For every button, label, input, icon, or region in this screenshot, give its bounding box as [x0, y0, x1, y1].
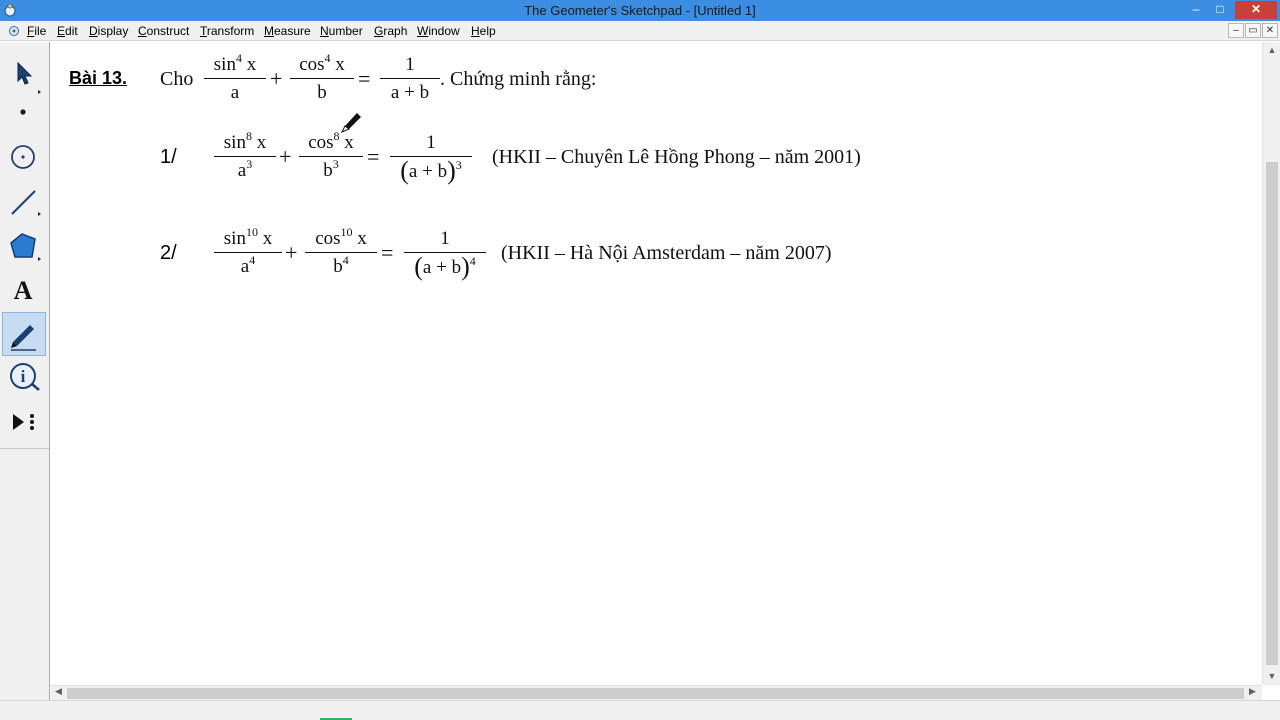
menu-help[interactable] [471, 24, 496, 38]
p2-t2-den-exp: 4 [342, 253, 349, 267]
given-plus: + [270, 66, 283, 91]
p1-t2-exp: 8 [333, 129, 340, 143]
p2-t2-var: x [352, 228, 367, 249]
maximize-button[interactable]: □ [1216, 2, 1224, 16]
menu-edit[interactable] [57, 24, 78, 38]
mdi-restore-button[interactable]: ▭ [1245, 23, 1261, 38]
menu-mnemonic: F [27, 24, 35, 38]
given-equals: = [358, 66, 371, 91]
arrow-select-icon [2, 54, 46, 98]
given-t1-var: x [241, 54, 257, 75]
exercise-heading: Bài 13. [69, 68, 128, 88]
given-t1-den: a [230, 82, 240, 103]
p2-t1-den-exp: 4 [249, 253, 256, 267]
p1-t2-var: x [339, 132, 354, 153]
scroll-down-arrow[interactable]: ▼ [1267, 671, 1277, 681]
p2-t2-func: cos [315, 228, 341, 249]
title-bar [0, 0, 1280, 21]
p1-t1-exp: 8 [245, 129, 252, 143]
given-t2-func: cos [299, 54, 325, 75]
menu-transform[interactable] [200, 24, 254, 38]
menu-label: ile [34, 24, 47, 38]
p2-t1-var: x [257, 228, 273, 249]
menu-construct[interactable] [138, 24, 189, 38]
p1-t2-den: b [323, 160, 333, 181]
p1-t1-var: x [251, 132, 267, 153]
prove-text: . Chứng minh rằng: [440, 68, 597, 90]
p1-t1-den-exp: 3 [246, 157, 253, 171]
menu-display[interactable] [89, 24, 128, 38]
p1-rhs-den: a + b [408, 161, 448, 182]
minimize-button[interactable]: – [1192, 2, 1200, 16]
info-icon [2, 356, 46, 400]
marker-tool[interactable] [2, 312, 46, 356]
p1-t2-den-exp: 3 [332, 157, 339, 171]
given-rhs [380, 52, 440, 107]
menu-window[interactable] [417, 24, 460, 38]
p2-rhs-den-exp: 4 [469, 254, 476, 268]
straightedge-tool[interactable] [2, 182, 46, 226]
given-t2-den: b [317, 82, 327, 103]
p1-term2 [299, 130, 363, 185]
p2-t1-den: a [240, 256, 250, 277]
arrow-tool[interactable] [2, 54, 46, 98]
p2-t1-exp: 10 [245, 225, 258, 239]
menu-label: umber [328, 24, 363, 38]
problem-1-source: (HKII – Chuyên Lê Hồng Phong – năm 2001) [492, 146, 861, 168]
p1-t2-func: cos [308, 132, 334, 153]
p2-plus: + [285, 240, 298, 265]
p1-rhs: 1 $(a + b)^3$ [390, 130, 472, 186]
problem-1-label: 1/ [160, 146, 177, 168]
given-t1-func: sin [213, 54, 236, 75]
p1-t1-func: sin [223, 132, 246, 153]
menu-mnemonic: N [320, 24, 329, 38]
horizontal-scroll-thumb[interactable] [67, 688, 1244, 699]
menu-label: onstruct [146, 24, 190, 38]
menu-mnemonic: D [89, 24, 98, 38]
polygon-icon [2, 225, 46, 269]
status-bar [0, 700, 1280, 720]
p1-rhs-num: 1 [426, 132, 436, 153]
p2-equals: = [381, 240, 394, 265]
scroll-left-arrow[interactable]: ◀ [55, 686, 62, 696]
intro-text: Cho [160, 68, 194, 90]
scroll-up-arrow[interactable]: ▲ [1267, 45, 1277, 55]
horizontal-scrollbar[interactable] [51, 685, 1262, 700]
menu-mnemonic: H [471, 24, 480, 38]
toolbox-separator [0, 448, 49, 449]
text-tool-glyph: A [13, 276, 33, 305]
given-t2-exp: 4 [324, 51, 331, 65]
p2-t1-func: sin [223, 228, 246, 249]
line-segment-icon [2, 182, 46, 226]
document-icon[interactable] [8, 25, 20, 37]
close-button[interactable]: ✕ [1235, 1, 1277, 19]
p2-rhs: 1 $(a + b)^4$ [404, 226, 486, 282]
given-rhs-num: 1 [405, 54, 415, 75]
p2-rhs-den: a + b [422, 257, 462, 278]
given-term2 [290, 52, 354, 107]
menu-mnemonic: M [264, 24, 274, 38]
menu-label: elp [479, 24, 496, 38]
menu-measure[interactable] [264, 24, 311, 38]
menu-label: dit [65, 24, 78, 38]
circle-icon [2, 135, 46, 179]
marker-pen-icon [3, 313, 45, 355]
problem-2-label: 2/ [160, 242, 177, 264]
given-t2-var: x [330, 54, 345, 75]
window-title: The Geometer's Sketchpad - [Untitled 1] [524, 3, 756, 18]
text-a-icon [2, 269, 46, 313]
menu-number[interactable] [320, 24, 363, 38]
scroll-right-arrow[interactable]: ▶ [1249, 686, 1256, 696]
information-tool[interactable] [2, 356, 46, 400]
menu-label: indow [428, 24, 460, 38]
p1-equals: = [367, 144, 380, 169]
menu-mnemonic: C [138, 24, 147, 38]
given-t1-exp: 4 [235, 51, 242, 65]
p1-plus: + [279, 144, 292, 169]
p1-term1 [214, 130, 276, 185]
polygon-tool[interactable] [2, 225, 46, 269]
problem-2-source: (HKII – Hà Nội Amsterdam – năm 2007) [501, 242, 832, 264]
mdi-close-button[interactable]: ✕ [1262, 23, 1278, 38]
p2-t2-den: b [333, 256, 343, 277]
p2-term2 [305, 226, 377, 281]
p1-t1-den: a [237, 160, 247, 181]
menu-graph[interactable] [374, 24, 407, 38]
given-term1 [204, 52, 266, 107]
menu-mnemonic: G [374, 24, 384, 38]
vertical-scroll-thumb[interactable] [1266, 162, 1278, 665]
svg-text:i: i [20, 367, 26, 386]
text-tool[interactable] [2, 269, 46, 313]
p2-rhs-num: 1 [440, 228, 450, 249]
custom-tool-icon [2, 400, 46, 444]
menu-mnemonic: E [57, 24, 66, 38]
p1-rhs-den-exp: 3 [455, 158, 462, 172]
menu-label: ransform [206, 24, 255, 38]
p2-term1 [214, 226, 282, 281]
menu-mnemonic: W [417, 24, 429, 38]
custom-tool[interactable] [2, 400, 46, 444]
vertical-scrollbar[interactable] [1262, 42, 1280, 685]
menu-label: easure [274, 24, 311, 38]
menu-label: raph [383, 24, 408, 38]
p2-t2-exp: 10 [340, 225, 353, 239]
menu-label: isplay [97, 24, 129, 38]
menu-file[interactable] [27, 24, 46, 38]
toolbox [0, 42, 50, 700]
menu-mnemonic: T [200, 24, 207, 38]
menu-bar [0, 21, 1280, 41]
mdi-minimize-button[interactable]: – [1228, 23, 1244, 38]
given-rhs-den: a + b [390, 82, 430, 103]
compass-tool[interactable] [2, 135, 46, 179]
marker-cursor-icon [339, 108, 365, 134]
